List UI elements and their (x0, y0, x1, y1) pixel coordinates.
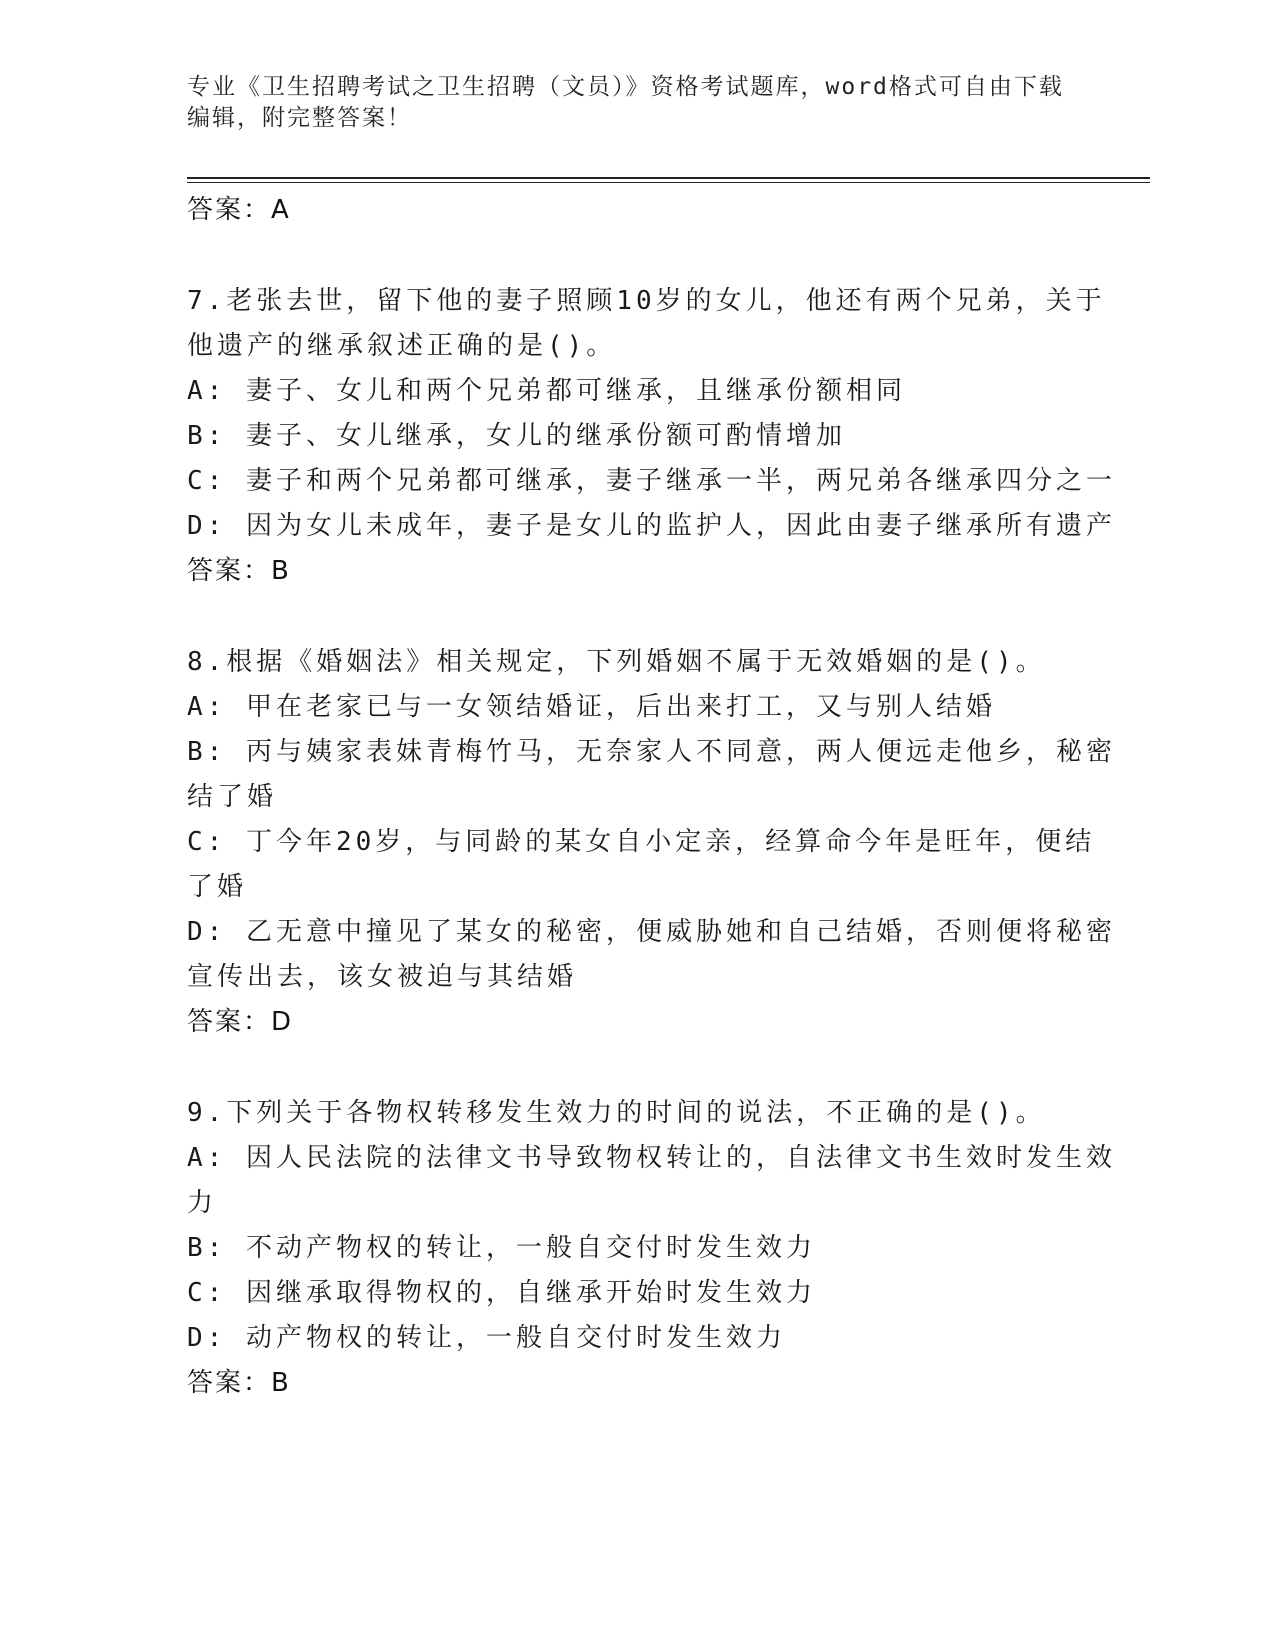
question-stem-line: 他遗产的继承叙述正确的是()。 (187, 331, 617, 361)
option-a-continued: 力 (187, 1188, 218, 1218)
header-divider (187, 177, 1150, 179)
question-stem-line: 7.老张去世，留下他的妻子照顾10岁的女儿，他还有两个兄弟，关于 (187, 286, 1106, 316)
header-line-2: 编辑，附完整答案！ (187, 105, 412, 131)
option-b: B: 妻子、女儿继承，女儿的继承份额可酌情增加 (187, 421, 846, 451)
answer-line: 答案：D (187, 1007, 294, 1037)
question-8 (187, 640, 1116, 1045)
question-stem-line: 8.根据《婚姻法》相关规定，下列婚姻不属于无效婚姻的是()。 (187, 647, 1046, 677)
option-b: B: 丙与姨家表妹青梅竹马，无奈家人不同意，两人便远走他乡，秘密 (187, 737, 1116, 767)
question-list (187, 188, 1116, 1406)
document-header (187, 72, 1087, 134)
option-d-continued: 宣传出去，该女被迫与其结婚 (187, 962, 578, 992)
option-d: D: 动产物权的转让，一般自交付时发生效力 (187, 1323, 786, 1353)
previous-answer: 答案：A (187, 195, 291, 225)
answer-line: 答案：B (187, 1368, 291, 1398)
option-c: C: 因继承取得物权的，自继承开始时发生效力 (187, 1278, 816, 1308)
header-line-1: 专业《卫生招聘考试之卫生招聘（文员）》资格考试题库，word格式可自由下载 (187, 74, 1064, 100)
option-a: A: 甲在老家已与一女领结婚证，后出来打工，又与别人结婚 (187, 692, 996, 722)
question-7 (187, 279, 1116, 594)
option-c: C: 妻子和两个兄弟都可继承，妻子继承一半，两兄弟各继承四分之一 (187, 466, 1116, 496)
spacer (187, 233, 1087, 279)
option-d: D: 因为女儿未成年，妻子是女儿的监护人，因此由妻子继承所有遗产 (187, 511, 1116, 541)
answer-line: 答案：B (187, 556, 291, 586)
header-divider-thin (187, 182, 1150, 183)
option-d: D: 乙无意中撞见了某女的秘密，便威胁她和自己结婚，否则便将秘密 (187, 917, 1116, 947)
option-c: C: 丁今年20岁，与同龄的某女自小定亲，经算命今年是旺年，便结 (187, 827, 1096, 857)
question-9 (187, 1091, 1116, 1406)
spacer (187, 594, 1087, 640)
spacer (187, 1045, 1087, 1091)
question-stem-line: 9.下列关于各物权转移发生效力的时间的说法，不正确的是()。 (187, 1098, 1046, 1128)
option-c-continued: 了婚 (187, 872, 248, 902)
option-b-continued: 结了婚 (187, 782, 278, 812)
option-b: B: 不动产物权的转让，一般自交付时发生效力 (187, 1233, 816, 1263)
option-a: A: 因人民法院的法律文书导致物权转让的，自法律文书生效时发生效 (187, 1143, 1116, 1173)
option-a: A: 妻子、女儿和两个兄弟都可继承，且继承份额相同 (187, 376, 906, 406)
